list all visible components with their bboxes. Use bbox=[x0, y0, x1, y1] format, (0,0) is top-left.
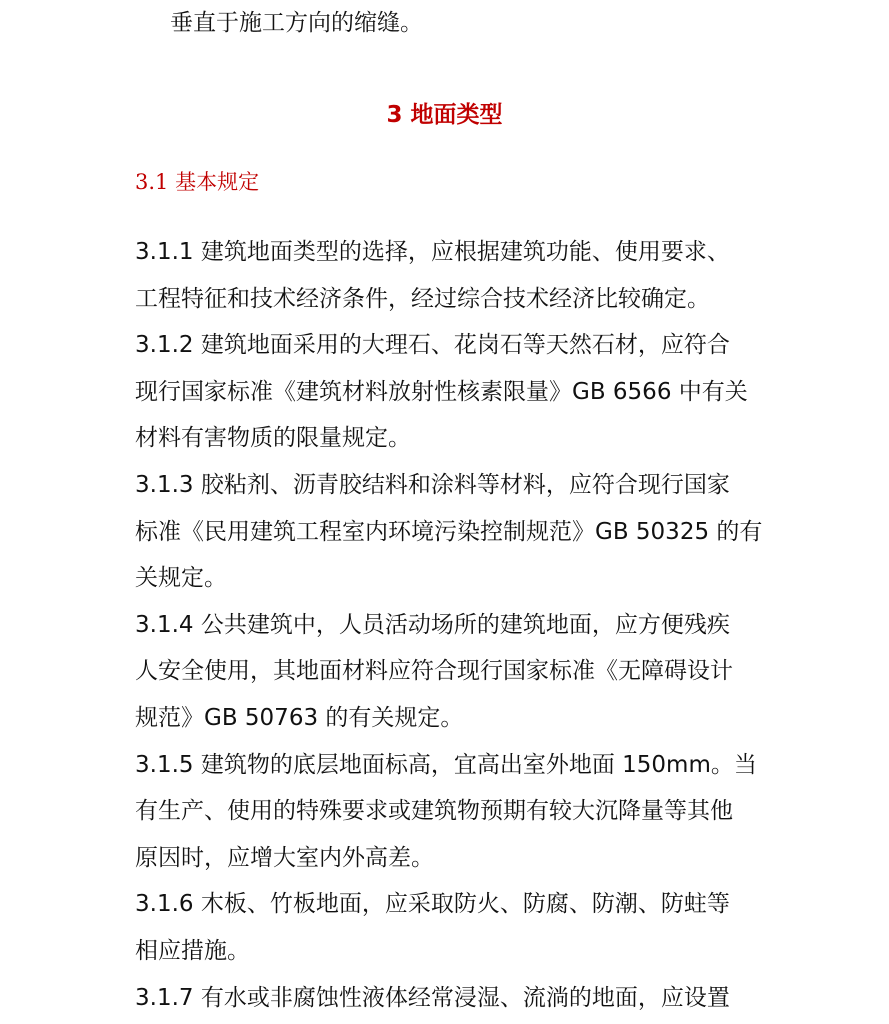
chapter-title: 3 地面类型 bbox=[386, 102, 503, 128]
body-line: 规范》GB 50763 的有关规定。 bbox=[135, 704, 464, 731]
body-line: 3.1.5 建筑物的底层地面标高，宜高出室外地面 150mm。当 bbox=[135, 751, 757, 778]
body-line: 原因时，应增大室内外高差。 bbox=[135, 844, 434, 871]
body-line: 材料有害物质的限量规定。 bbox=[135, 425, 411, 452]
body-line: 工程特征和技术经济条件，经过综合技术经济比较确定。 bbox=[135, 285, 710, 312]
body-line: 现行国家标准《建筑材料放射性核素限量》GB 6566 中有关 bbox=[135, 378, 748, 405]
body-line: 人安全使用，其地面材料应符合现行国家标准《无障碍设计 bbox=[135, 658, 733, 685]
carry-over-text: 垂直于施工方向的缩缝。 bbox=[170, 10, 423, 36]
body-line: 3.1.3 胶粘剂、沥青胶结料和涂料等材料，应符合现行国家 bbox=[135, 471, 730, 498]
body-line: 3.1.6 木板、竹板地面，应采取防火、防腐、防潮、防蛀等 bbox=[135, 891, 730, 918]
body-text bbox=[135, 229, 775, 1021]
body-line: 3.1.2 建筑地面采用的大理石、花岗石等天然石材，应符合 bbox=[135, 332, 730, 359]
section-title: 3.1 基本规定 bbox=[135, 170, 260, 194]
body-line: 标准《民用建筑工程室内环境污染控制规范》GB 50325 的有 bbox=[135, 518, 763, 545]
body-line: 3.1.1 建筑地面类型的选择，应根据建筑功能、使用要求、 bbox=[135, 239, 730, 265]
body-line: 相应措施。 bbox=[135, 937, 250, 964]
body-line: 关规定。 bbox=[135, 565, 227, 592]
body-line: 3.1.7 有水或非腐蚀性液体经常浸湿、流淌的地面，应设置 bbox=[135, 984, 730, 1011]
body-line: 有生产、使用的特殊要求或建筑物预期有较大沉降量等其他 bbox=[135, 798, 733, 825]
body-line: 3.1.4 公共建筑中，人员活动场所的建筑地面，应方便残疾 bbox=[135, 611, 730, 638]
